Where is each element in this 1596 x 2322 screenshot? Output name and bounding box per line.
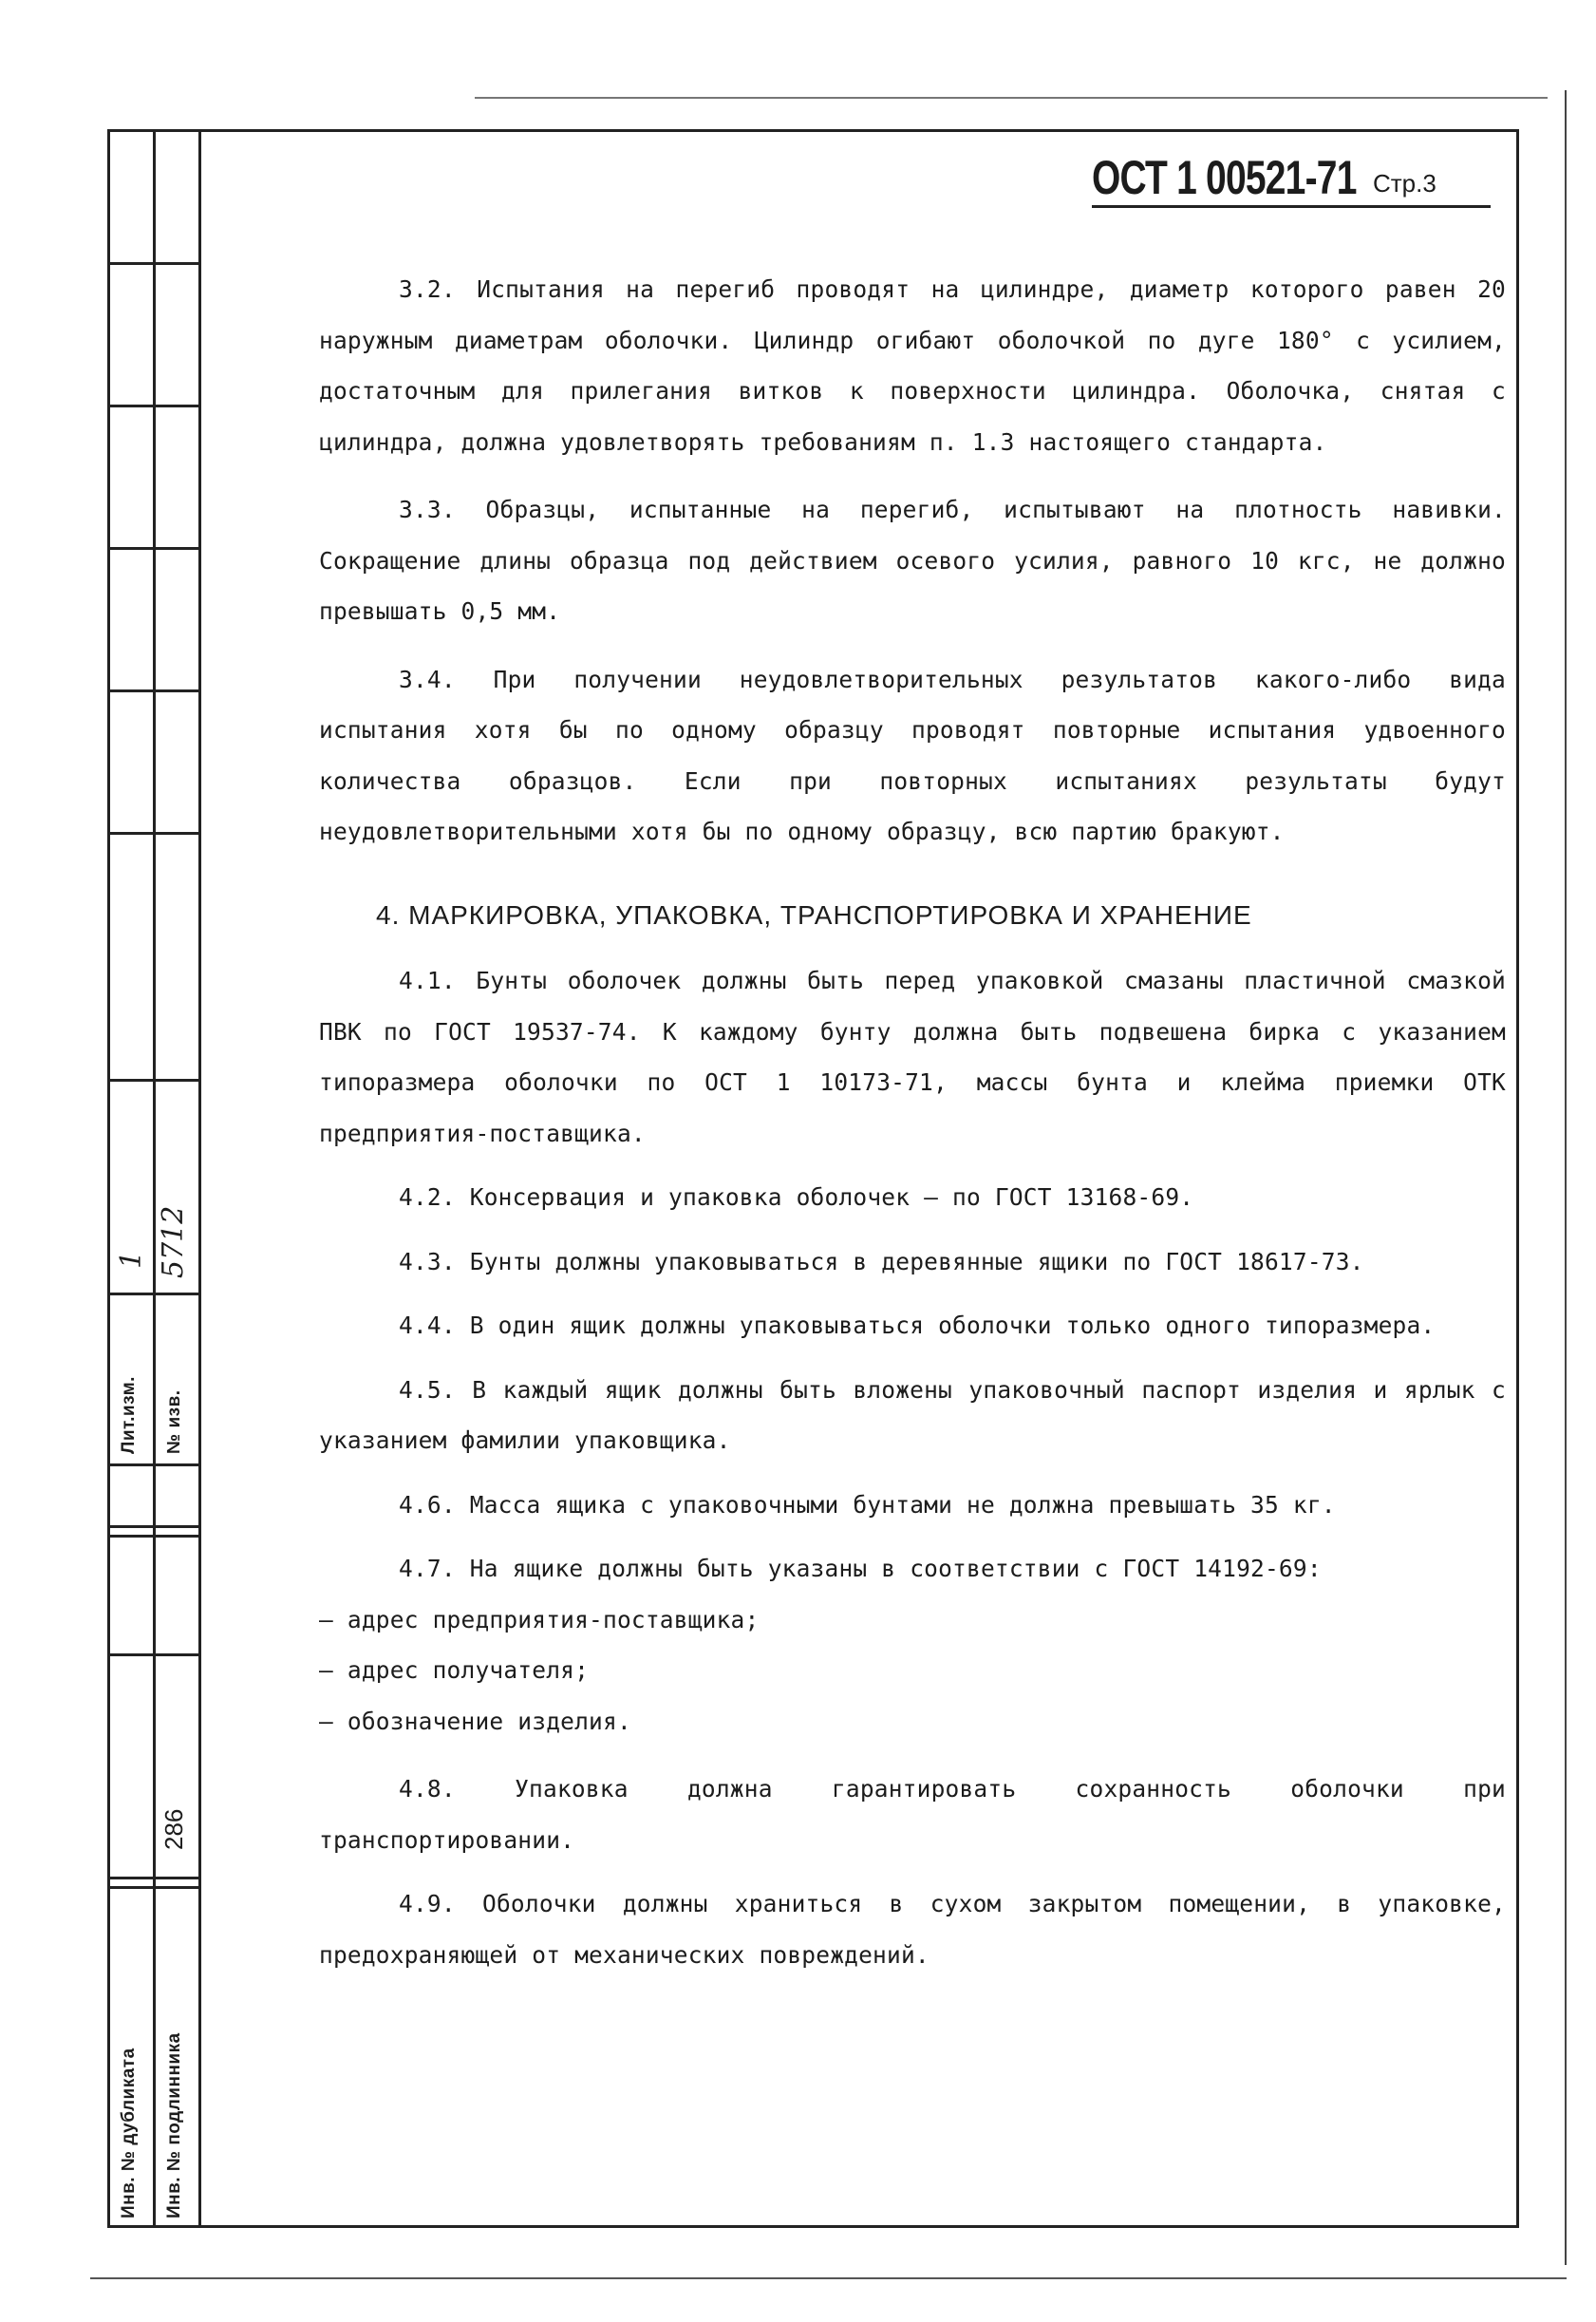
paragraph-4-1: 4.1. Бунты оболочек должны быть перед упаковкой смазаны пластичной смазкой ПВК по ГОСТ 19537-74. К каждому бунту должна быть подвешена бирка с указанием типоразмера оболочки по ОСТ 1 10173-71, массы бунта и клейма приемки ОТК предприятия-поставщика.: [319, 967, 1506, 1147]
bottom-edge-line: [90, 2277, 1567, 2279]
strip-outer-divider: [107, 129, 201, 2228]
paragraph-4-3: 4.3. Бунты должны упаковываться в деревянные ящики по ГОСТ 18617-73.: [399, 1247, 1364, 1275]
paragraph-4-2: 4.2. Консервация и упаковка оболочек – по ГОСТ 13168-69.: [399, 1183, 1194, 1211]
paragraph-3-4: 3.4. При получении неудовлетворительных результатов какого-либо вида испытания хотя бы по одному образцу проводят повторные испытания удвоенного количества образцов. Если при повторных испытаниях результаты будут неудовлетворительными хотя бы по одному образцу, всю партию бракуют.: [319, 665, 1506, 845]
strip-rule: [107, 405, 198, 407]
list-item: – адрес предприятия-поставщика;: [319, 1605, 760, 1633]
strip-rule: [107, 832, 198, 835]
paragraph-3-3: 3.3. Образцы, испытанные на перегиб, испытывают на плотность навивки. Сокращение длины образца под действием осевого усилия, равного 10 кгс, не должно превышать 0,5 мм.: [319, 496, 1506, 625]
page-header: [1092, 148, 1491, 208]
paragraph-4-7: 4.7. На ящике должны быть указаны в соответствии с ГОСТ 14192-69:: [399, 1555, 1322, 1582]
strip-number: 286: [160, 1808, 188, 1850]
paragraph-4-5: 4.5. В каждый ящик должны быть вложены упаковочный паспорт изделия и ярлык с указанием фамилии упаковщика.: [319, 1375, 1506, 1454]
top-edge-line: [475, 97, 1548, 99]
inv-dublikata-label: Инв. № дубликата: [119, 2048, 139, 2218]
paragraph-3-2: 3.2. Испытания на перегиб проводят на цилиндре, диаметр которого равен 20 наружным диаметрам оболочки. Цилиндр огибают оболочкой по дуге 180° с усилием, достаточным для прилегания витков к поверхности цилиндра. Оболочка, снятая с цилиндра, должна удовлетворять требованиям п. 1.3 настоящего стандарта.: [319, 275, 1506, 456]
strip-rule: [107, 1525, 198, 1528]
strip-rule: [107, 1886, 198, 1889]
strip-rule: [107, 1463, 198, 1466]
no-izv-value: 5712: [157, 1205, 190, 1278]
strip-rule: [107, 1877, 198, 1879]
document-body: [319, 264, 1506, 1993]
strip-rule: [107, 1653, 198, 1656]
paragraph-4-6: 4.6. Масса ящика с упаковочными бунтами не должна превышать 35 кг.: [399, 1490, 1336, 1519]
paragraph-4-8: 4.8. Упаковка должна гарантировать сохранность оболочки при транспортировании.: [319, 1775, 1506, 1854]
inv-podlinnika-label: Инв. № подлинника: [164, 2032, 184, 2218]
page-number: Стр.3: [1373, 169, 1436, 198]
list-item: – обозначение изделия.: [319, 1707, 631, 1735]
no-izv-label: № изв.: [164, 1389, 184, 1454]
strip-rule: [107, 262, 198, 265]
lit-izm-label: Лит.изм.: [119, 1376, 139, 1454]
list-item: – адрес получателя;: [319, 1656, 590, 1684]
lit-izm-value: 1: [115, 1250, 148, 1269]
section-4-title: 4. МАРКИРОВКА, УПАКОВКА, ТРАНСПОРТИРОВКА И ХРАНЕНИЕ: [376, 899, 1252, 930]
strip-rule: [107, 547, 198, 550]
right-edge-line: [1565, 90, 1567, 2265]
paragraph-4-4: 4.4. В один ящик должны упаковываться оболочки только одного типоразмера.: [399, 1312, 1436, 1339]
strip-rule: [107, 1535, 198, 1538]
paragraph-4-9: 4.9. Оболочки должны храниться в сухом закрытом помещении, в упаковке, предохраняющей от механических повреждений.: [319, 1890, 1506, 1969]
strip-rule: [107, 689, 198, 692]
document-code: ОСТ 1 00521-71: [1092, 151, 1357, 204]
strip-rule: [107, 1079, 198, 1082]
side-stamp-strip: [107, 129, 198, 2228]
strip-rule: [107, 1293, 198, 1295]
